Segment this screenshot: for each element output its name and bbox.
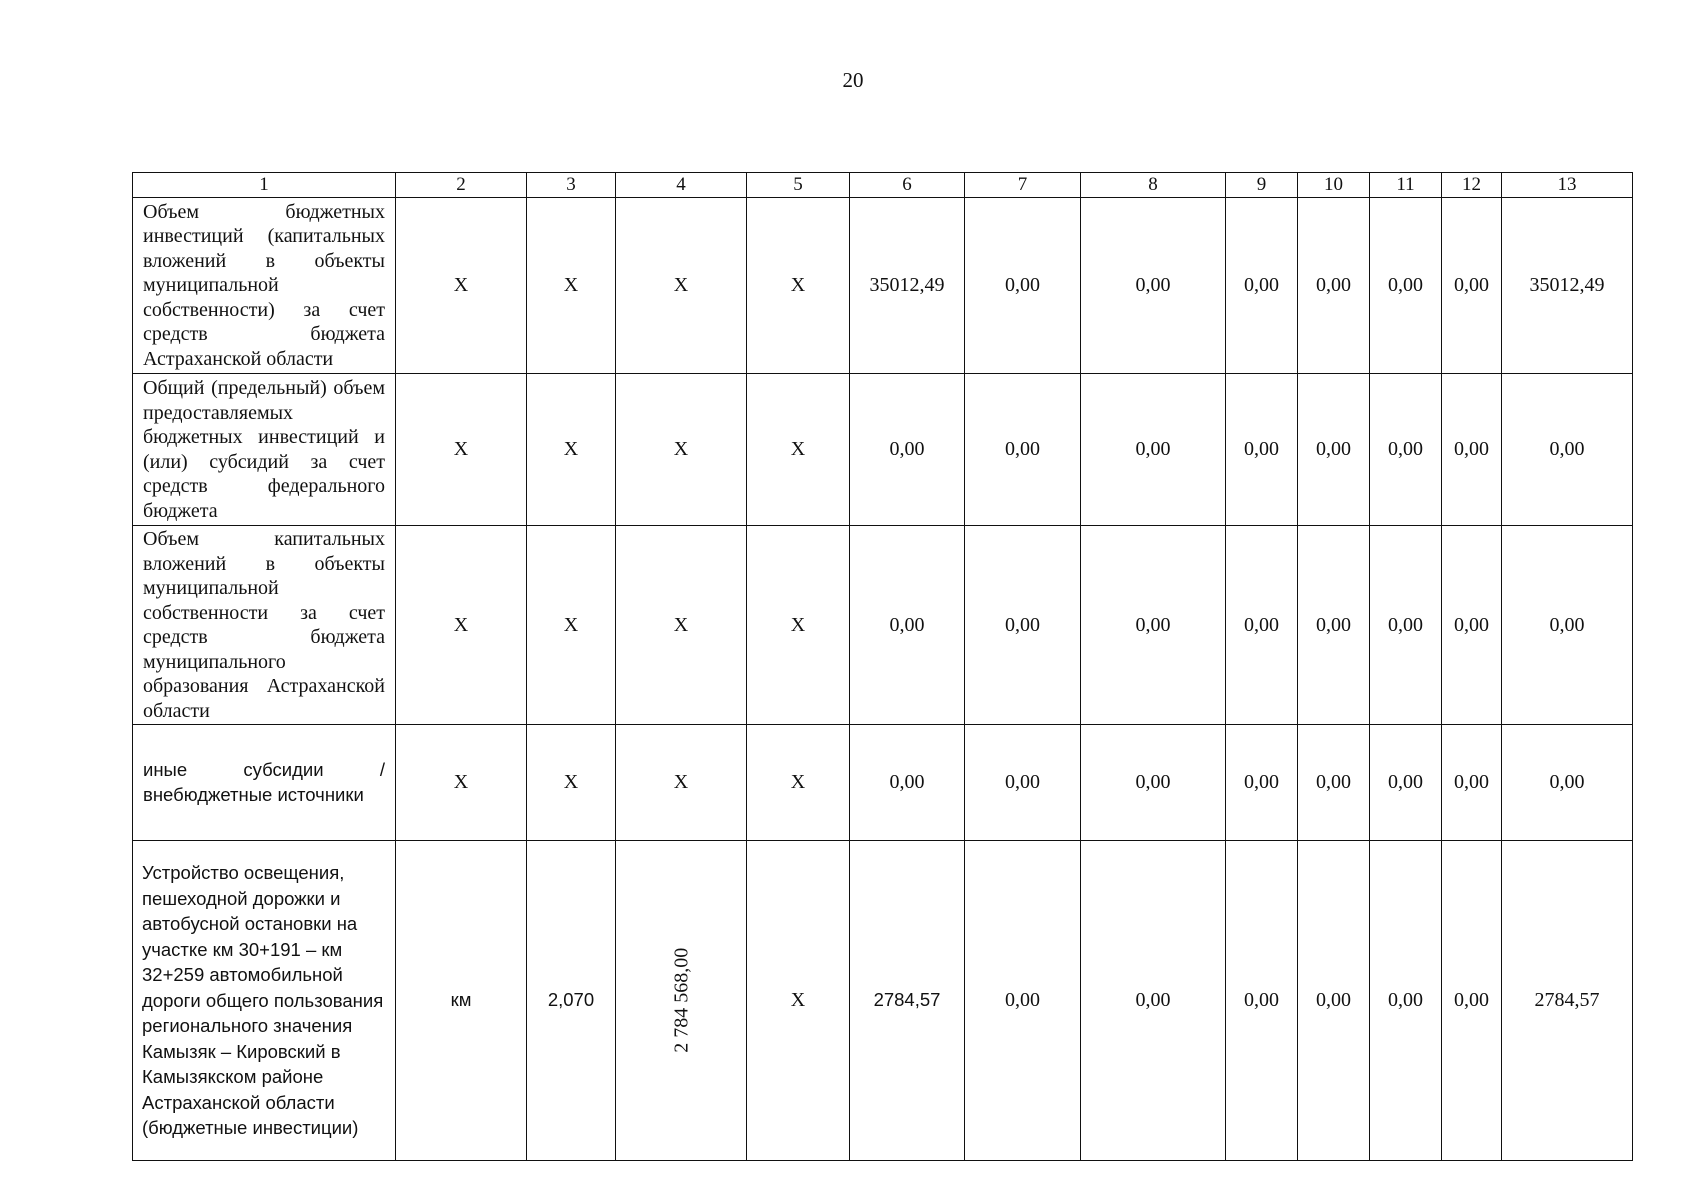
column-header: 7: [965, 173, 1081, 198]
column-header: 4: [616, 173, 747, 198]
table-cell: X: [616, 374, 747, 526]
table-cell: 0,00: [1370, 725, 1442, 841]
table-cell: 0,00: [1081, 198, 1226, 374]
table-cell: 2784,57: [1502, 841, 1633, 1161]
table-cell: X: [747, 526, 850, 725]
header-row: [133, 173, 1633, 198]
table-cell: 0,00: [1442, 841, 1502, 1161]
budget-table: [132, 172, 1633, 1161]
column-header: 8: [1081, 173, 1226, 198]
table-cell: X: [747, 374, 850, 526]
table-cell: X: [747, 198, 850, 374]
table-cell: X: [527, 198, 616, 374]
table-cell: 0,00: [1502, 526, 1633, 725]
table-cell: 0,00: [1502, 374, 1633, 526]
table-cell: 0,00: [850, 725, 965, 841]
row-description: Общий (предельный) объем предоставляемых бюджетных инвестиций и (или) субсидий за счет средств федерального бюджета: [133, 374, 396, 526]
rotated-value: 2 784 568,00: [669, 948, 692, 1053]
row-description: Объем капитальных вложений в объекты муниципальной собственности за счет средств бюджета муниципального образования Астраханской области: [133, 526, 396, 725]
table-cell: 0,00: [850, 374, 965, 526]
table-cell: X: [396, 198, 527, 374]
table-cell: 0,00: [1298, 374, 1370, 526]
table-cell: 0,00: [1502, 725, 1633, 841]
table-cell: 0,00: [1226, 526, 1298, 725]
table-cell: 35012,49: [850, 198, 965, 374]
table-cell: X: [616, 198, 747, 374]
row-description: Объем бюджетных инвестиций (капитальных вложений в объекты муниципальной собственности) за счет средств бюджета Астраханской области: [133, 198, 396, 374]
column-header: 9: [1226, 173, 1298, 198]
table-row: [133, 725, 1633, 841]
column-header: 11: [1370, 173, 1442, 198]
table-cell: 0,00: [850, 526, 965, 725]
table-cell: 2784,57: [850, 841, 965, 1161]
table-cell: 0,00: [1298, 198, 1370, 374]
table-cell: 0,00: [1226, 374, 1298, 526]
table-cell: 0,00: [1442, 526, 1502, 725]
column-header: 1: [133, 173, 396, 198]
table-cell: 0,00: [1226, 198, 1298, 374]
table-cell: 0,00: [1442, 725, 1502, 841]
table-cell: X: [747, 841, 850, 1161]
table-row: [133, 526, 1633, 725]
table-cell: 0,00: [1370, 374, 1442, 526]
table-cell: X: [396, 526, 527, 725]
table-row: [133, 374, 1633, 526]
table-cell: 0,00: [1081, 725, 1226, 841]
table-cell: 0,00: [1081, 841, 1226, 1161]
table-cell: 0,00: [1442, 198, 1502, 374]
column-header: 6: [850, 173, 965, 198]
table-cell: X: [527, 526, 616, 725]
table-cell: X: [616, 526, 747, 725]
table-cell: 0,00: [1298, 526, 1370, 725]
table-cell: км: [396, 841, 527, 1161]
column-header: 13: [1502, 173, 1633, 198]
table-cell: 2,070: [527, 841, 616, 1161]
table-cell: 0,00: [965, 841, 1081, 1161]
row-description: иные субсидии / внебюджетные источники: [133, 725, 396, 841]
table-cell: X: [616, 725, 747, 841]
table-cell: 0,00: [1370, 841, 1442, 1161]
table-cell: 0,00: [1442, 374, 1502, 526]
table-cell-rotated: [616, 841, 747, 1161]
table-cell: 0,00: [965, 725, 1081, 841]
table-cell: 0,00: [1081, 526, 1226, 725]
row-description: Устройство освещения, пешеходной дорожки и автобусной остановки на участке км 30+191 – км 32+259 автомобильной дороги общего пользования регионального значения Камызяк – Кировский в Камызякском районе Астраханской области (бюджетные инвестиции): [133, 841, 396, 1161]
table-row: [133, 841, 1633, 1161]
table-cell: 0,00: [1370, 198, 1442, 374]
page-number: 20: [842, 68, 864, 92]
table-row: [133, 198, 1633, 374]
column-header: 3: [527, 173, 616, 198]
table-cell: 0,00: [965, 198, 1081, 374]
table-cell: 0,00: [1298, 725, 1370, 841]
column-header: 10: [1298, 173, 1370, 198]
table-cell: 0,00: [1226, 725, 1298, 841]
column-header: 2: [396, 173, 527, 198]
table-cell: X: [396, 725, 527, 841]
table-cell: 0,00: [1298, 841, 1370, 1161]
table-cell: 0,00: [1226, 841, 1298, 1161]
table-cell: X: [747, 725, 850, 841]
table-cell: 0,00: [965, 526, 1081, 725]
table-cell: 0,00: [1370, 526, 1442, 725]
column-header: 5: [747, 173, 850, 198]
table-cell: 0,00: [965, 374, 1081, 526]
table-cell: 35012,49: [1502, 198, 1633, 374]
table-cell: X: [527, 725, 616, 841]
table-cell: X: [396, 374, 527, 526]
table-cell: 0,00: [1081, 374, 1226, 526]
table-cell: X: [527, 374, 616, 526]
column-header: 12: [1442, 173, 1502, 198]
